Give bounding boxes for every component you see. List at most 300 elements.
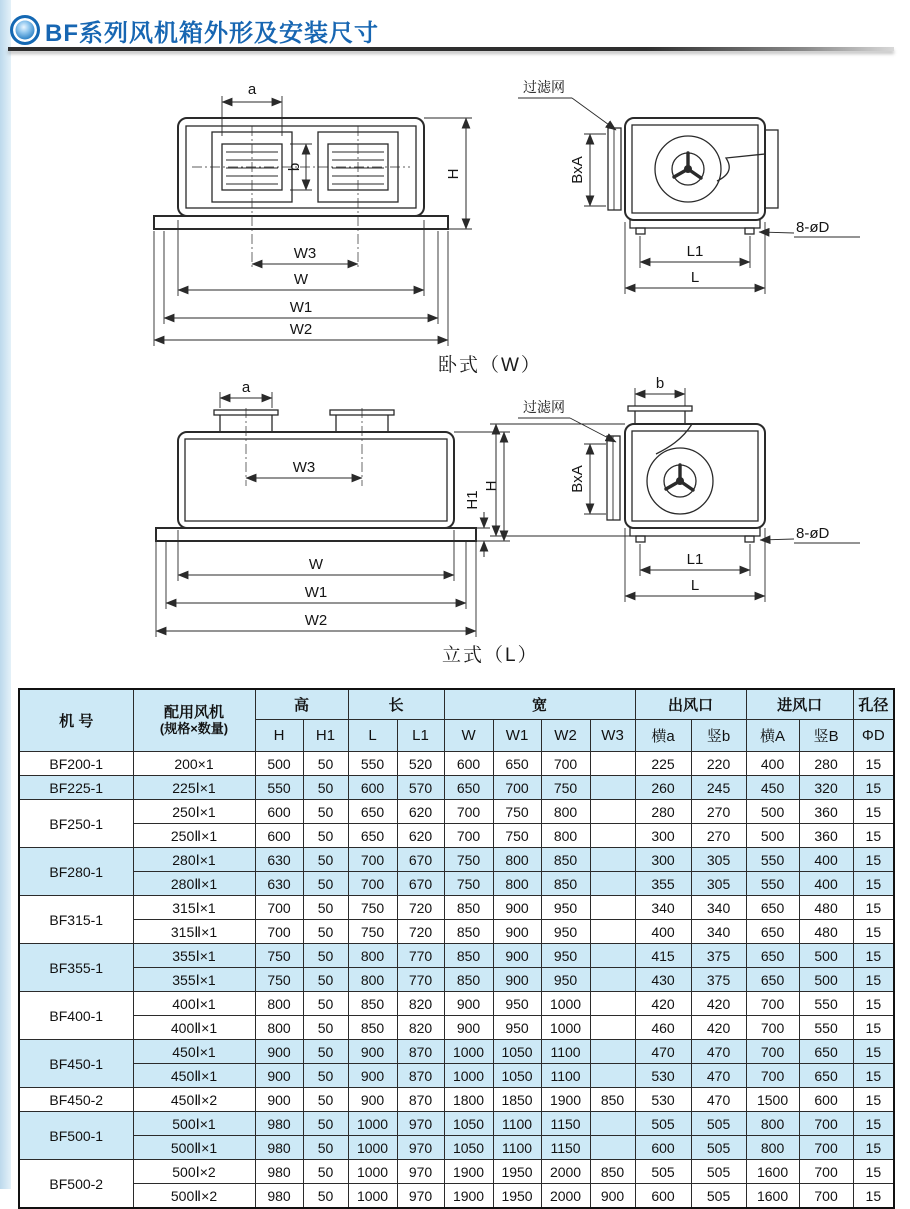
fan-spec-cell: 200×1 xyxy=(133,752,255,776)
value-cell: 670 xyxy=(397,872,444,896)
value-cell: 900 xyxy=(493,896,541,920)
value-cell: 520 xyxy=(397,752,444,776)
value-cell: 1000 xyxy=(541,1016,590,1040)
value-cell: 460 xyxy=(635,1016,691,1040)
value-cell: 300 xyxy=(635,824,691,848)
value-cell: 970 xyxy=(397,1112,444,1136)
fan-spec-cell: 355Ⅰ×1 xyxy=(133,968,255,992)
value-cell xyxy=(590,992,635,1016)
table-row xyxy=(19,752,894,776)
col-header-W1: W1 xyxy=(493,720,541,752)
fan-spec-cell: 355Ⅰ×1 xyxy=(133,944,255,968)
col-header-fan-line1: 配用风机 xyxy=(163,704,224,722)
value-cell: 1100 xyxy=(541,1064,590,1088)
value-cell: 620 xyxy=(397,800,444,824)
value-cell: 340 xyxy=(635,896,691,920)
value-cell: 375 xyxy=(691,944,746,968)
fan-spec-cell: 450Ⅰ×1 xyxy=(133,1040,255,1064)
value-cell: 1100 xyxy=(493,1136,541,1160)
value-cell: 850 xyxy=(444,896,493,920)
value-cell: 800 xyxy=(493,848,541,872)
value-cell: 600 xyxy=(255,824,303,848)
horizontal-caption: 卧式（W） xyxy=(438,355,542,376)
value-cell: 700 xyxy=(799,1184,853,1209)
value-cell xyxy=(590,872,635,896)
value-cell: 700 xyxy=(444,824,493,848)
value-cell: 300 xyxy=(635,848,691,872)
value-cell: 15 xyxy=(853,1040,894,1064)
col-header-outlet-b: 竖b xyxy=(691,720,746,752)
model-cell: BF355-1 xyxy=(19,944,133,992)
table-row xyxy=(19,944,894,968)
value-cell: 1000 xyxy=(348,1184,397,1209)
value-cell: 500 xyxy=(799,944,853,968)
group-header-width: 宽 xyxy=(444,689,635,720)
value-cell: 400 xyxy=(746,752,799,776)
value-cell xyxy=(590,776,635,800)
fan-impeller xyxy=(655,136,765,202)
value-cell: 530 xyxy=(635,1088,691,1112)
bullseye-icon xyxy=(10,15,40,45)
value-cell: 800 xyxy=(746,1112,799,1136)
value-cell: 375 xyxy=(691,968,746,992)
value-cell: 50 xyxy=(303,1088,348,1112)
value-cell: 900 xyxy=(348,1088,397,1112)
value-cell: 50 xyxy=(303,848,348,872)
group-header-height: 高 xyxy=(255,689,348,720)
value-cell: 505 xyxy=(635,1160,691,1184)
value-cell: 980 xyxy=(255,1160,303,1184)
value-cell: 430 xyxy=(635,968,691,992)
value-cell: 600 xyxy=(635,1136,691,1160)
col-header-fan xyxy=(133,689,255,752)
value-cell: 700 xyxy=(746,1064,799,1088)
value-cell: 1000 xyxy=(444,1040,493,1064)
model-cell: BF450-2 xyxy=(19,1088,133,1112)
base-plate xyxy=(630,528,760,536)
dim-label-L: L xyxy=(690,577,700,594)
col-header-inlet-B: 竖B xyxy=(799,720,853,752)
value-cell: 505 xyxy=(691,1184,746,1209)
model-cell: BF250-1 xyxy=(19,800,133,848)
value-cell: 700 xyxy=(746,1016,799,1040)
value-cell: 900 xyxy=(590,1184,635,1209)
vertical-caption: 立式（L） xyxy=(442,645,539,666)
value-cell: 820 xyxy=(397,992,444,1016)
base-plate xyxy=(156,528,476,541)
dim-label-W1: W1 xyxy=(289,299,313,316)
value-cell: 50 xyxy=(303,1040,348,1064)
table-row xyxy=(19,896,894,920)
value-cell: 500 xyxy=(746,824,799,848)
value-cell: 700 xyxy=(799,1136,853,1160)
value-cell: 1900 xyxy=(541,1088,590,1112)
value-cell xyxy=(590,896,635,920)
value-cell: 1000 xyxy=(348,1160,397,1184)
value-cell: 800 xyxy=(348,968,397,992)
value-cell: 550 xyxy=(746,848,799,872)
value-cell: 15 xyxy=(853,968,894,992)
value-cell: 800 xyxy=(541,800,590,824)
value-cell: 700 xyxy=(493,776,541,800)
value-cell: 900 xyxy=(255,1040,303,1064)
value-cell: 305 xyxy=(691,872,746,896)
value-cell: 870 xyxy=(397,1040,444,1064)
value-cell: 650 xyxy=(348,800,397,824)
value-cell: 600 xyxy=(348,776,397,800)
value-cell: 600 xyxy=(444,752,493,776)
value-cell: 800 xyxy=(255,1016,303,1040)
vertical-side-view-diagram xyxy=(480,375,900,628)
value-cell: 950 xyxy=(493,1016,541,1040)
value-cell xyxy=(590,944,635,968)
table-row xyxy=(19,1088,894,1112)
value-cell: 700 xyxy=(799,1112,853,1136)
value-cell: 50 xyxy=(303,1160,348,1184)
value-cell: 850 xyxy=(444,944,493,968)
value-cell: 850 xyxy=(444,968,493,992)
value-cell: 700 xyxy=(348,872,397,896)
value-cell: 15 xyxy=(853,1184,894,1209)
value-cell: 420 xyxy=(691,1016,746,1040)
value-cell: 900 xyxy=(348,1040,397,1064)
fan-spec-cell: 450Ⅱ×2 xyxy=(133,1088,255,1112)
value-cell: 50 xyxy=(303,944,348,968)
table-row xyxy=(19,776,894,800)
spec-table xyxy=(18,688,895,1209)
dim-label-W3: W3 xyxy=(292,459,316,476)
horizontal-front-view-diagram xyxy=(120,70,520,370)
model-cell: BF400-1 xyxy=(19,992,133,1040)
table-row xyxy=(19,1064,894,1088)
value-cell: 980 xyxy=(255,1184,303,1209)
value-cell: 750 xyxy=(493,800,541,824)
model-cell: BF500-2 xyxy=(19,1160,133,1209)
value-cell: 50 xyxy=(303,752,348,776)
value-cell: 950 xyxy=(541,968,590,992)
value-cell: 1900 xyxy=(444,1184,493,1209)
value-cell: 400 xyxy=(799,872,853,896)
value-cell: 700 xyxy=(746,1040,799,1064)
value-cell: 650 xyxy=(746,896,799,920)
value-cell: 15 xyxy=(853,1112,894,1136)
value-cell: 1050 xyxy=(444,1112,493,1136)
value-cell: 650 xyxy=(799,1064,853,1088)
dim-label-L1: L1 xyxy=(686,243,704,260)
value-cell: 50 xyxy=(303,824,348,848)
col-header-L1: L1 xyxy=(397,720,444,752)
value-cell: 1000 xyxy=(444,1064,493,1088)
value-cell: 600 xyxy=(255,800,303,824)
table-row xyxy=(19,848,894,872)
value-cell: 670 xyxy=(397,848,444,872)
value-cell: 850 xyxy=(348,992,397,1016)
value-cell xyxy=(590,920,635,944)
value-cell: 970 xyxy=(397,1184,444,1209)
value-cell: 420 xyxy=(691,992,746,1016)
value-cell: 980 xyxy=(255,1112,303,1136)
dim-label-H1: H1 xyxy=(464,490,481,510)
value-cell: 1600 xyxy=(746,1160,799,1184)
fan-spec-cell: 500Ⅰ×1 xyxy=(133,1112,255,1136)
value-cell: 1800 xyxy=(444,1088,493,1112)
value-cell: 1150 xyxy=(541,1112,590,1136)
value-cell: 270 xyxy=(691,824,746,848)
fan-spec-cell: 500Ⅰ×2 xyxy=(133,1160,255,1184)
table-row xyxy=(19,1040,894,1064)
value-cell: 620 xyxy=(397,824,444,848)
value-cell: 900 xyxy=(348,1064,397,1088)
model-cell: BF225-1 xyxy=(19,776,133,800)
value-cell: 15 xyxy=(853,1064,894,1088)
value-cell: 500 xyxy=(746,800,799,824)
base-plate xyxy=(630,220,760,228)
value-cell: 1050 xyxy=(444,1136,493,1160)
value-cell: 50 xyxy=(303,1016,348,1040)
value-cell: 50 xyxy=(303,1112,348,1136)
value-cell: 650 xyxy=(746,944,799,968)
value-cell: 50 xyxy=(303,1064,348,1088)
outlet-flange xyxy=(765,130,778,208)
value-cell: 750 xyxy=(444,872,493,896)
value-cell: 700 xyxy=(255,896,303,920)
value-cell: 700 xyxy=(799,1160,853,1184)
value-cell: 1100 xyxy=(541,1040,590,1064)
value-cell: 15 xyxy=(853,872,894,896)
value-cell: 15 xyxy=(853,992,894,1016)
value-cell: 15 xyxy=(853,1136,894,1160)
filter-label: 过滤网 xyxy=(523,399,565,415)
value-cell: 1000 xyxy=(541,992,590,1016)
table-row xyxy=(19,1184,894,1209)
value-cell: 225 xyxy=(635,752,691,776)
value-cell: 750 xyxy=(493,824,541,848)
filter-panel xyxy=(608,128,621,210)
value-cell: 420 xyxy=(635,992,691,1016)
value-cell: 800 xyxy=(541,824,590,848)
value-cell: 850 xyxy=(444,920,493,944)
value-cell xyxy=(590,1136,635,1160)
value-cell: 750 xyxy=(255,944,303,968)
value-cell xyxy=(590,824,635,848)
dim-label-b: b xyxy=(286,162,303,172)
value-cell: 800 xyxy=(746,1136,799,1160)
value-cell: 750 xyxy=(348,920,397,944)
fan-spec-cell: 400Ⅱ×1 xyxy=(133,1016,255,1040)
value-cell: 305 xyxy=(691,848,746,872)
dim-label-W: W xyxy=(308,556,324,573)
col-header-L: L xyxy=(348,720,397,752)
value-cell: 600 xyxy=(799,1088,853,1112)
dim-label-BxA: BxA xyxy=(569,156,586,184)
value-cell: 340 xyxy=(691,920,746,944)
value-cell: 720 xyxy=(397,920,444,944)
filter-panel xyxy=(607,436,620,520)
value-cell: 15 xyxy=(853,1160,894,1184)
value-cell: 1050 xyxy=(493,1040,541,1064)
dim-label-a: a xyxy=(241,379,251,396)
model-cell: BF200-1 xyxy=(19,752,133,776)
value-cell: 15 xyxy=(853,1016,894,1040)
value-cell: 550 xyxy=(746,872,799,896)
value-cell: 850 xyxy=(541,872,590,896)
value-cell: 770 xyxy=(397,968,444,992)
value-cell xyxy=(590,848,635,872)
value-cell: 50 xyxy=(303,920,348,944)
value-cell: 800 xyxy=(255,992,303,1016)
model-cell: BF315-1 xyxy=(19,896,133,944)
value-cell: 750 xyxy=(444,848,493,872)
value-cell: 870 xyxy=(397,1088,444,1112)
value-cell: 355 xyxy=(635,872,691,896)
value-cell: 1050 xyxy=(493,1064,541,1088)
fan-spec-cell: 450Ⅱ×1 xyxy=(133,1064,255,1088)
table-row xyxy=(19,1112,894,1136)
value-cell: 550 xyxy=(799,1016,853,1040)
model-cell: BF450-1 xyxy=(19,1040,133,1088)
filter-label: 过滤网 xyxy=(523,79,565,95)
value-cell: 630 xyxy=(255,872,303,896)
group-header-inlet: 进风口 xyxy=(746,689,853,720)
table-row xyxy=(19,920,894,944)
horizontal-side-view-diagram xyxy=(480,72,900,307)
value-cell: 900 xyxy=(444,992,493,1016)
value-cell: 50 xyxy=(303,1136,348,1160)
base-plate xyxy=(154,216,448,229)
col-header-inlet-A: 横A xyxy=(746,720,799,752)
value-cell: 900 xyxy=(255,1064,303,1088)
group-header-hole: 孔径 xyxy=(853,689,894,720)
value-cell: 505 xyxy=(691,1160,746,1184)
table-row xyxy=(19,872,894,896)
value-cell: 850 xyxy=(541,848,590,872)
value-cell xyxy=(590,800,635,824)
value-cell: 950 xyxy=(493,992,541,1016)
value-cell: 600 xyxy=(635,1184,691,1209)
value-cell: 280 xyxy=(635,800,691,824)
value-cell: 1000 xyxy=(348,1136,397,1160)
dim-label-L: L xyxy=(690,269,700,286)
value-cell: 505 xyxy=(635,1112,691,1136)
value-cell: 700 xyxy=(348,848,397,872)
col-header-H: H xyxy=(255,720,303,752)
value-cell: 15 xyxy=(853,776,894,800)
value-cell: 800 xyxy=(348,944,397,968)
value-cell: 50 xyxy=(303,872,348,896)
value-cell: 970 xyxy=(397,1160,444,1184)
holes-label: 8-øD xyxy=(796,525,830,542)
group-header-outlet: 出风口 xyxy=(635,689,746,720)
value-cell: 850 xyxy=(590,1160,635,1184)
table-row xyxy=(19,992,894,1016)
col-header-hole-d: ΦD xyxy=(853,720,894,752)
table-row xyxy=(19,1160,894,1184)
dim-label-L1: L1 xyxy=(686,551,704,568)
table-row xyxy=(19,800,894,824)
value-cell: 770 xyxy=(397,944,444,968)
value-cell: 900 xyxy=(493,920,541,944)
fan-spec-cell: 500Ⅱ×2 xyxy=(133,1184,255,1209)
value-cell: 2000 xyxy=(541,1160,590,1184)
value-cell xyxy=(590,1016,635,1040)
col-header-W2: W2 xyxy=(541,720,590,752)
value-cell: 980 xyxy=(255,1136,303,1160)
value-cell: 1900 xyxy=(444,1160,493,1184)
value-cell: 700 xyxy=(746,992,799,1016)
value-cell: 1000 xyxy=(348,1112,397,1136)
dim-label-BxA: BxA xyxy=(569,465,586,493)
value-cell: 50 xyxy=(303,968,348,992)
value-cell: 415 xyxy=(635,944,691,968)
fan-impeller xyxy=(647,424,713,514)
table-row xyxy=(19,1016,894,1040)
value-cell: 700 xyxy=(444,800,493,824)
col-header-H1: H1 xyxy=(303,720,348,752)
value-cell: 570 xyxy=(397,776,444,800)
dim-label-a: a xyxy=(247,81,257,98)
col-header-fan-line2: (规格×数量) xyxy=(159,720,229,736)
model-cell: BF500-1 xyxy=(19,1112,133,1160)
page-title: BF系列风机箱外形及安装尺寸 xyxy=(45,20,379,47)
value-cell: 50 xyxy=(303,776,348,800)
value-cell: 650 xyxy=(799,1040,853,1064)
dim-label-W2: W2 xyxy=(289,321,313,338)
dim-label-W3: W3 xyxy=(293,245,317,262)
value-cell: 15 xyxy=(853,1088,894,1112)
fan-spec-cell: 250Ⅱ×1 xyxy=(133,824,255,848)
value-cell: 630 xyxy=(255,848,303,872)
value-cell: 280 xyxy=(799,752,853,776)
value-cell: 50 xyxy=(303,896,348,920)
table-row xyxy=(19,1136,894,1160)
value-cell: 870 xyxy=(397,1064,444,1088)
dim-label-H: H xyxy=(445,168,462,180)
page-edge-tint xyxy=(0,0,11,1189)
col-header-W: W xyxy=(444,720,493,752)
value-cell: 480 xyxy=(799,896,853,920)
value-cell: 650 xyxy=(493,752,541,776)
value-cell: 1950 xyxy=(493,1184,541,1209)
value-cell: 480 xyxy=(799,920,853,944)
value-cell: 450 xyxy=(746,776,799,800)
fan-spec-cell: 250Ⅰ×1 xyxy=(133,800,255,824)
value-cell: 15 xyxy=(853,824,894,848)
value-cell: 470 xyxy=(691,1040,746,1064)
value-cell: 950 xyxy=(541,920,590,944)
value-cell xyxy=(590,752,635,776)
value-cell: 505 xyxy=(691,1112,746,1136)
value-cell: 470 xyxy=(635,1040,691,1064)
value-cell: 360 xyxy=(799,800,853,824)
value-cell: 700 xyxy=(255,920,303,944)
value-cell: 900 xyxy=(255,1088,303,1112)
value-cell: 900 xyxy=(444,1016,493,1040)
value-cell: 50 xyxy=(303,992,348,1016)
fan-spec-cell: 280Ⅰ×1 xyxy=(133,848,255,872)
dim-label-b: b xyxy=(655,375,665,392)
value-cell: 1500 xyxy=(746,1088,799,1112)
fan-spec-cell: 315Ⅱ×1 xyxy=(133,920,255,944)
value-cell: 245 xyxy=(691,776,746,800)
dim-label-H: H xyxy=(483,480,500,492)
dim-label-W1: W1 xyxy=(304,584,328,601)
value-cell: 470 xyxy=(691,1064,746,1088)
value-cell: 900 xyxy=(493,968,541,992)
value-cell: 650 xyxy=(746,920,799,944)
title-divider xyxy=(8,47,894,51)
value-cell xyxy=(590,1064,635,1088)
fan-spec-cell: 400Ⅰ×1 xyxy=(133,992,255,1016)
